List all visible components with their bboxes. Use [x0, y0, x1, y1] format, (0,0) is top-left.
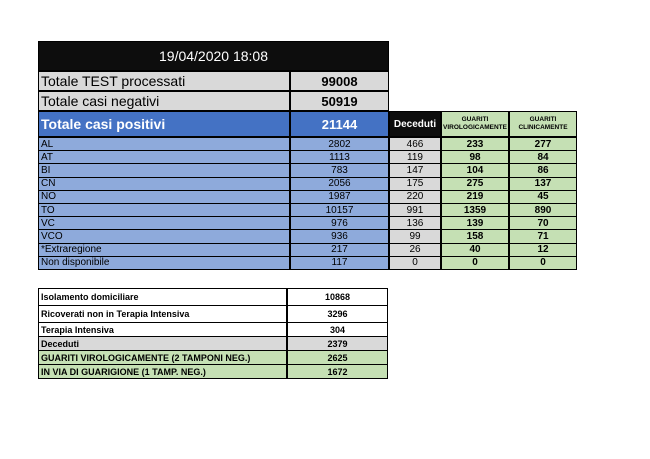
- province-name: Non disponibile: [38, 256, 290, 270]
- province-deceased-count: 220: [389, 190, 441, 204]
- total-positive-label: Totale casi positivi: [38, 111, 290, 137]
- province-recovered-virologically: 275: [441, 177, 509, 191]
- province-name: CN: [38, 177, 290, 191]
- deceduti-column-header: Deceduti: [389, 111, 441, 137]
- guariti-virologicamente-column-header: [441, 111, 509, 137]
- total-positive-value: 21144: [290, 111, 389, 137]
- province-positive-count: 1987: [290, 190, 389, 204]
- province-recovered-virologically: 104: [441, 163, 509, 177]
- province-recovered-clinically: 12: [509, 243, 577, 257]
- province-deceased-count: 99: [389, 229, 441, 243]
- province-recovered-virologically: 0: [441, 256, 509, 270]
- province-positive-count: 783: [290, 163, 389, 177]
- status-label: GUARITI VIROLOGICAMENTE (2 TAMPONI NEG.): [38, 350, 287, 365]
- province-recovered-virologically: 40: [441, 243, 509, 257]
- province-deceased-count: 175: [389, 177, 441, 191]
- province-recovered-clinically: 70: [509, 216, 577, 230]
- province-name: AL: [38, 137, 290, 151]
- province-recovered-clinically: 0: [509, 256, 577, 270]
- province-recovered-virologically: 158: [441, 229, 509, 243]
- province-deceased-count: 466: [389, 137, 441, 151]
- province-recovered-clinically: 277: [509, 137, 577, 151]
- total-tests-label: Totale TEST processati: [38, 71, 290, 91]
- total-negative-value: 50919: [290, 91, 389, 111]
- province-recovered-clinically: 45: [509, 190, 577, 204]
- province-positive-count: 1113: [290, 150, 389, 164]
- province-positive-count: 936: [290, 229, 389, 243]
- province-recovered-clinically: 890: [509, 203, 577, 217]
- province-deceased-count: 147: [389, 163, 441, 177]
- province-recovered-clinically: 137: [509, 177, 577, 191]
- report-datetime: 19/04/2020 18:08: [38, 41, 389, 71]
- province-deceased-count: 26: [389, 243, 441, 257]
- province-name: AT: [38, 150, 290, 164]
- status-value: 2625: [287, 350, 388, 365]
- province-recovered-clinically: 86: [509, 163, 577, 177]
- status-label: Ricoverati non in Terapia Intensiva: [38, 305, 287, 323]
- status-value: 1672: [287, 364, 388, 379]
- province-name: BI: [38, 163, 290, 177]
- province-name: VCO: [38, 229, 290, 243]
- province-deceased-count: 119: [389, 150, 441, 164]
- province-deceased-count: 136: [389, 216, 441, 230]
- province-name: NO: [38, 190, 290, 204]
- province-recovered-virologically: 219: [441, 190, 509, 204]
- province-recovered-virologically: 233: [441, 137, 509, 151]
- status-label: Deceduti: [38, 336, 287, 351]
- total-tests-value: 99008: [290, 71, 389, 91]
- province-positive-count: 976: [290, 216, 389, 230]
- status-value: 2379: [287, 336, 388, 351]
- status-value: 10868: [287, 288, 388, 306]
- status-label: Terapia Intensiva: [38, 322, 287, 337]
- province-recovered-clinically: 71: [509, 229, 577, 243]
- status-value: 3296: [287, 305, 388, 323]
- province-positive-count: 2802: [290, 137, 389, 151]
- status-label: Isolamento domiciliare: [38, 288, 287, 306]
- province-positive-count: 10157: [290, 203, 389, 217]
- status-value: 304: [287, 322, 388, 337]
- province-positive-count: 117: [290, 256, 389, 270]
- province-recovered-virologically: 98: [441, 150, 509, 164]
- guariti-viro-header-line2: VIROLOGICAMENTE: [443, 124, 507, 131]
- province-name: TO: [38, 203, 290, 217]
- province-deceased-count: 0: [389, 256, 441, 270]
- province-deceased-count: 991: [389, 203, 441, 217]
- province-recovered-clinically: 84: [509, 150, 577, 164]
- guariti-viro-header-line1: GUARITI: [461, 116, 489, 123]
- guariti-clinicamente-column-header: [509, 111, 577, 137]
- province-recovered-virologically: 139: [441, 216, 509, 230]
- province-name: VC: [38, 216, 290, 230]
- province-recovered-virologically: 1359: [441, 203, 509, 217]
- guariti-clin-header-line2: CLINICAMENTE: [518, 124, 568, 131]
- province-positive-count: 2056: [290, 177, 389, 191]
- province-positive-count: 217: [290, 243, 389, 257]
- total-negative-label: Totale casi negativi: [38, 91, 290, 111]
- guariti-clin-header-line1: GUARITI: [529, 116, 557, 123]
- province-name: *Extraregione: [38, 243, 290, 257]
- status-label: IN VIA DI GUARIGIONE (1 TAMP. NEG.): [38, 364, 287, 379]
